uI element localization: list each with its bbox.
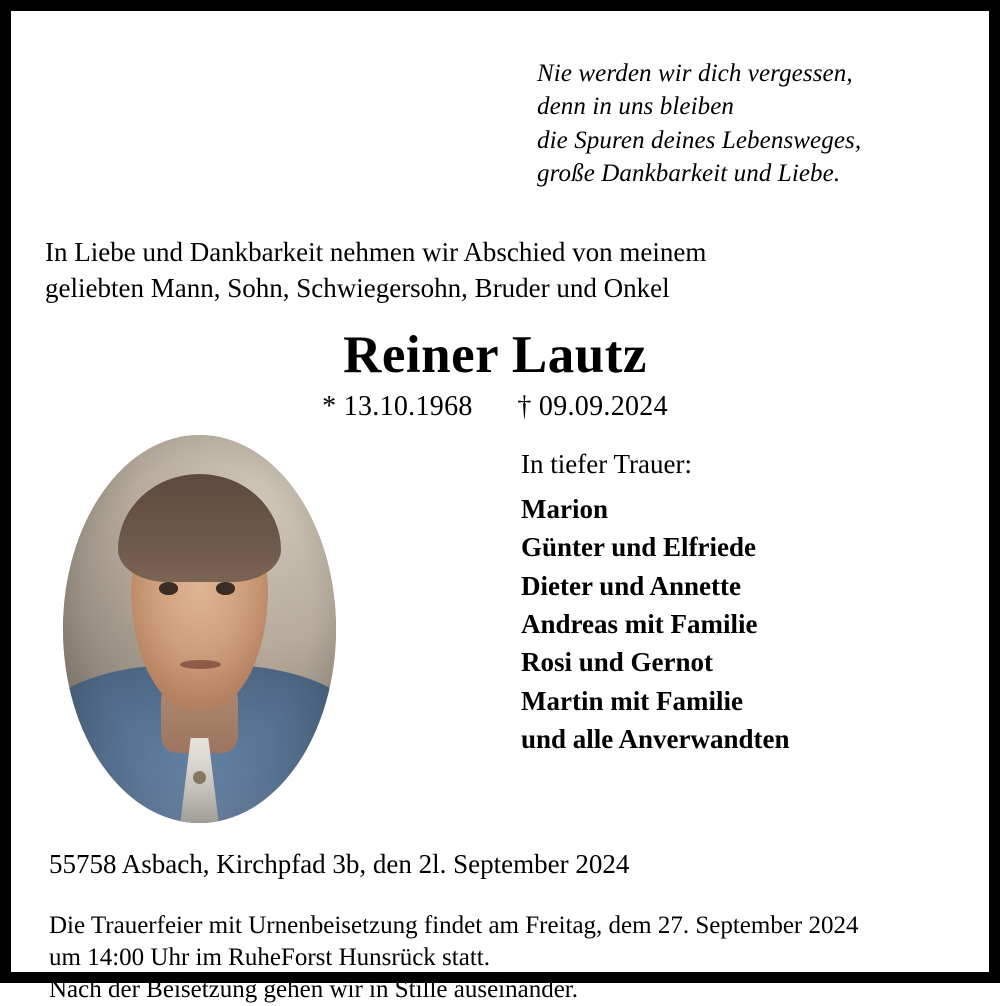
mourners-heading: In tiefer Trauer:	[521, 448, 692, 479]
photo-vignette	[63, 435, 336, 823]
birth-date: * 13.10.1968	[322, 390, 473, 422]
verse-line: große Dankbarkeit und Liebe.	[537, 159, 841, 187]
death-date: † 09.09.2024	[517, 390, 668, 422]
mourner-name: Martin mit Familie	[521, 685, 743, 716]
portrait-and-mourners	[45, 423, 955, 843]
introduction-text	[45, 234, 955, 307]
verse-line: die Spuren deines Lebensweges,	[537, 126, 862, 154]
mourners-list	[521, 449, 790, 758]
mourner-name: Günter und Elfriede	[521, 532, 757, 563]
service-details	[49, 910, 955, 1006]
mourner-name: Andreas mit Familie	[521, 608, 758, 639]
service-line: um 14:00 Uhr im RuheForst Hunsrück statt.	[49, 943, 490, 971]
mourner-name: Marion	[521, 493, 608, 524]
portrait-frame	[63, 435, 336, 823]
intro-line: geliebten Mann, Sohn, Schwiegersohn, Bruder und Onkel	[45, 273, 670, 304]
service-line: Die Trauerfeier mit Urnenbeisetzung findet am Freitag, dem 27. September 2024	[49, 911, 859, 939]
service-line: Nach der Beisetzung gehen wir in Stille auseinander.	[49, 975, 579, 1003]
life-dates	[35, 391, 955, 423]
obituary-content	[11, 11, 989, 1003]
portrait-photo	[63, 435, 336, 823]
mourner-name: und alle Anverwandten	[521, 723, 790, 754]
memorial-verse	[537, 41, 955, 190]
intro-line: In Liebe und Dankbarkeit nehmen wir Abschied von meinem	[45, 237, 707, 267]
verse-line: denn in uns bleiben	[537, 93, 735, 121]
deceased-name: Reiner Lautz	[343, 325, 647, 384]
mourner-name: Dieter und Annette	[521, 570, 741, 601]
address-line: 55758 Asbach, Kirchpfad 3b, den 2l. September 2024	[49, 848, 630, 879]
verse-line: Nie werden wir dich vergessen,	[537, 60, 853, 87]
mourner-name: Rosi und Gernot	[521, 647, 714, 678]
